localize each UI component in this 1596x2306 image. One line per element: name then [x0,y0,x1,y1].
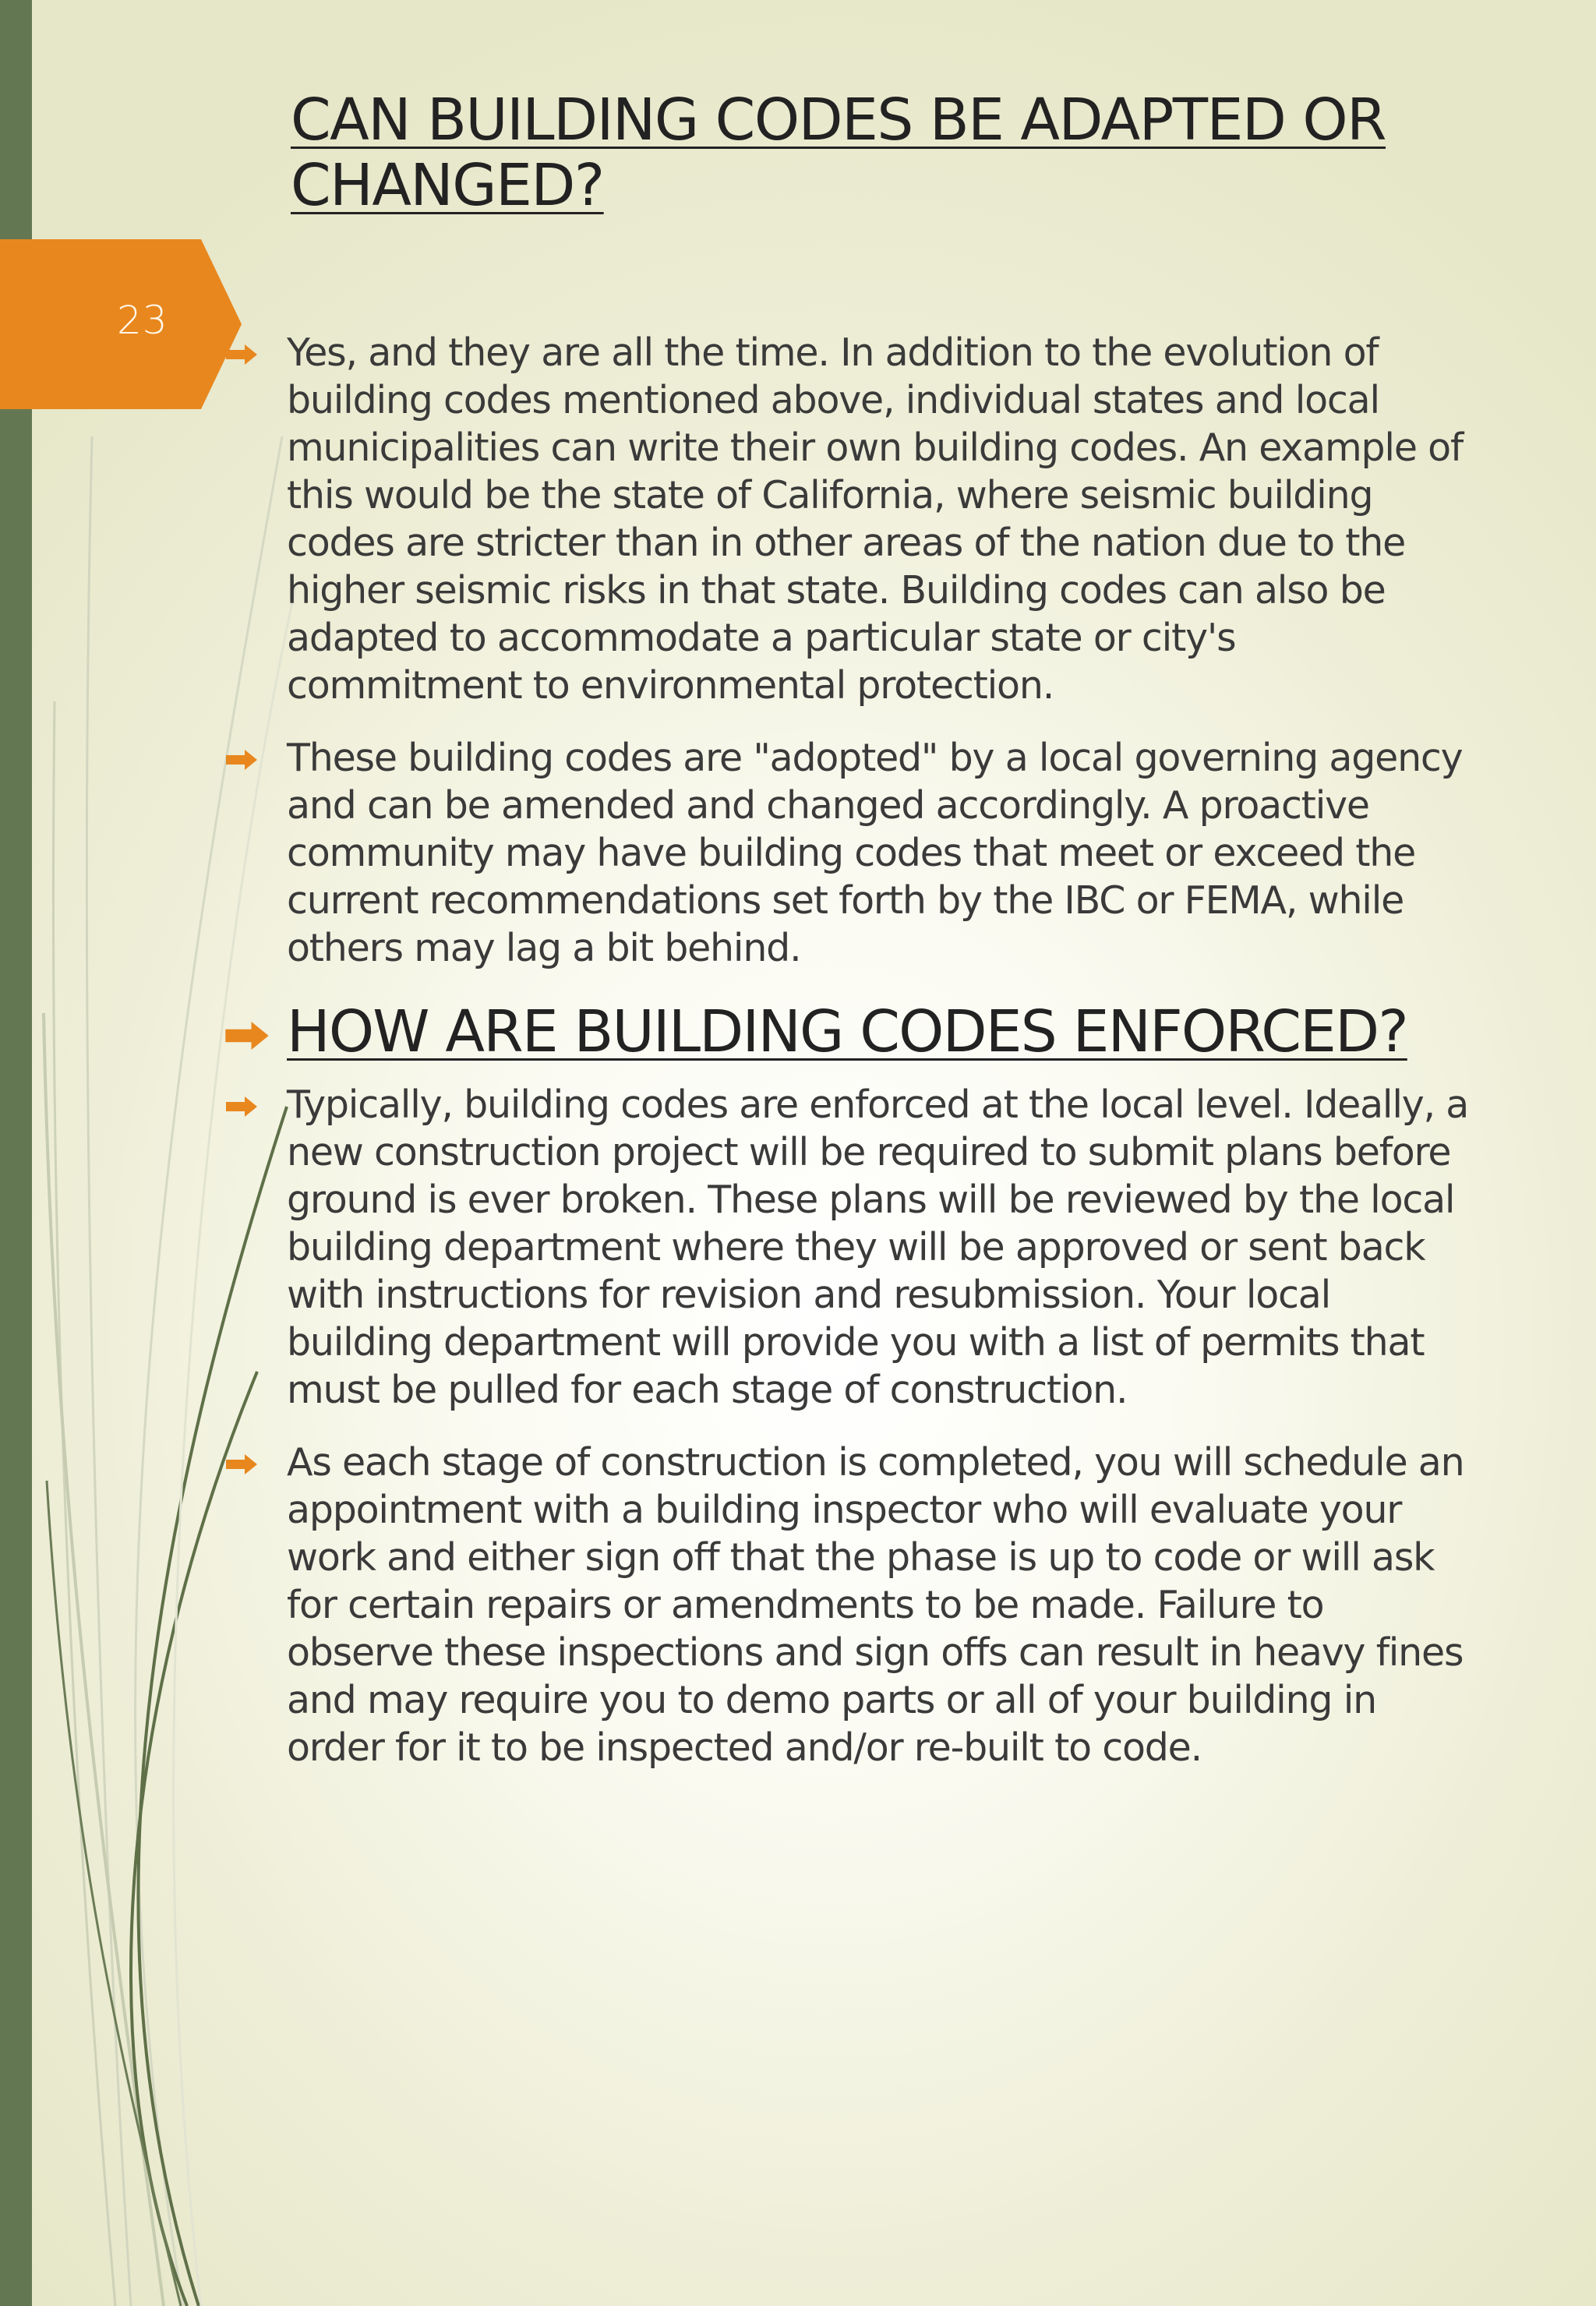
arrow-right-bullet-icon [226,1454,257,1474]
page-number: 23 [117,298,168,343]
page-title: CAN BUILDING CODES BE ADAPTED OR CHANGED? [291,87,1386,219]
arrow-right-bullet-icon [224,1022,270,1050]
arrow-right-bullet-icon [226,344,257,365]
paragraph-text: These building codes are "adopted" by a local governing agency and can be amended and changed accordingly. A proactive community may have building codes that meet or exceed the current recommendations set forth by the IBC or FEMA, while others may lag a bit behind. [287,736,1463,970]
main-content [287,329,1479,1796]
section-heading-enforced [287,997,1479,1067]
arrow-right-bullet-icon [226,1096,257,1117]
paragraph-adopted-agency [287,734,1479,972]
paragraph-inspections [287,1439,1479,1771]
arrow-right-bullet-icon [226,750,257,770]
section-heading-text: HOW ARE BUILDING CODES ENFORCED? [287,998,1407,1065]
paragraph-adapted-yes [287,329,1479,709]
paragraph-text: As each stage of construction is completed, you will schedule an appointment with a building inspector who will evaluate your work and either sign off that the phase is up to code or will ask for certain repairs or amendments to be made. Failure to observe these inspections and sign offs can result in heavy fines and may require you to demo parts or all of your building in order for it to be inspected and/or re-built to code. [287,1440,1464,1770]
paragraph-enforced-local [287,1081,1479,1414]
paragraph-text: Yes, and they are all the time. In addition to the evolution of building codes mentioned above, individual states and local municipalities can write their own building codes. An example of this would be the state of California, where seismic building codes are stricter than in other areas of the nation due to the higher seismic risks in that state. Building codes can also be adapted to accommodate a particular state or city's commitment to environmental protection. [287,330,1464,708]
paragraph-text: Typically, building codes are enforced at the local level. Ideally, a new construction project will be required to submit plans before ground is ever broken. These plans will be reviewed by the local building department where they will be approved or sent back with instructions for revision and resubmission. Your local building department will provide you with a list of permits that must be pulled for each stage of construction. [287,1082,1469,1412]
